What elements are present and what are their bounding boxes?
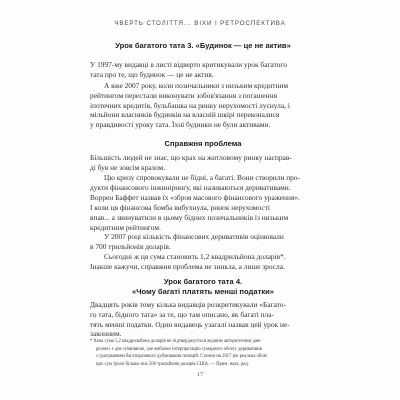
paragraph-line: в 700 трильйонів доларів. (90, 242, 171, 252)
paragraph-line: дукти фінансового інжинірингу, які називаються деривативами. (90, 182, 291, 192)
heading-text-line-2: «Чому багаті платять менші податки» (131, 286, 275, 296)
paragraph-line: тять менші податки. Один видавець узагалі назвав цей урок не- (90, 319, 290, 329)
paragraph-line: у правдивості уроку тата. Їхні будинки не були активами. (90, 120, 271, 130)
paragraph-line: Цю кризу спровокували не бідні, а багаті. Вони створили про- (104, 172, 301, 182)
paragraph-line: кредитним рейтингом. (90, 222, 161, 232)
heading-text: Урок багатого тата 3. «Будинок — це не актив» (115, 40, 291, 50)
footnote-line: * Хоча сума 1,2 квадрильйона доларів не підтверджується жодним авторитетним дже- (90, 339, 262, 344)
paragraph-line: законним. (90, 328, 122, 338)
paragraph-line: Воррен Баффет назвав їх «зброя масового фінансового ураження». (90, 192, 300, 202)
paragraph-line: рейтингом перестали виконувати зобов'язання з погашення (90, 90, 277, 100)
paragraph-line: тата про те, що будинок — це не актив. (90, 69, 214, 79)
section-heading-lesson-4 (90, 277, 316, 296)
section-heading-real-problem (90, 139, 316, 149)
heading-text-line-1: Урок багатого тата 4. (163, 277, 243, 287)
paragraph-line: Сьогодні ж ця сума становить 1,2 квадрильйона доларів*. (104, 252, 286, 262)
paragraph-line: впав... а звинуватили в цьому бідних позичальників із низьким (90, 212, 289, 222)
paragraph-line: Більшість людей не знає, що крах на житловому ринку насправ- (90, 152, 292, 162)
page-number: 17 (197, 372, 203, 378)
paragraph-line: А вже 2007 року, коли позичальники з низьким кредитним (104, 80, 289, 90)
paragraph-line: Інакше кажучи, справжня проблема не зникла, а лише зросла. (90, 261, 285, 271)
paragraph-line: го тата, бідного тата» за те, що там описано, як багаті пла- (90, 309, 274, 319)
footnote-line: релом і є дім сумнівною, але вибіжно інтерпретацію сумарного обсягу деривативів (96, 346, 262, 352)
paragraph-line: У 2007 році кількість фінансових деривативів оцінювали (104, 232, 284, 242)
paragraph-line: У 1997-му видавці в листі відверто критикували урок багатого (90, 59, 287, 69)
paragraph-line: ді був не зовсім крахом. (90, 162, 166, 172)
paragraph-line: іпотечних кредитів, бульбашка на ринку нерухомості луснула, і (90, 100, 290, 110)
paragraph-line: мільйони власників будинків на власній шкірі переконалися (90, 110, 280, 120)
footnote-line: з урахуванням багаторазового дублювання позицій. Станом на 2017 рік реальна обсяг (96, 354, 268, 359)
footnote-line: цих сум трохи більше ніж 500 трильйонів доларів США. — Прим. наук. ред. (96, 361, 249, 367)
paragraph-line: І коли ця фінансова бомба вибухнула, ринок нерухомості (90, 202, 270, 212)
heading-text: Справжня проблема (164, 138, 242, 148)
running-head: ЧВЕРТЬ СТОЛІТТЯ... ВІХИ І РЕТРОСПЕКТИВА (114, 20, 286, 27)
section-heading-lesson-3 (90, 41, 316, 51)
paragraph-line: Двадцять років тому кілька видавців розкритикували «Багато- (90, 299, 286, 309)
